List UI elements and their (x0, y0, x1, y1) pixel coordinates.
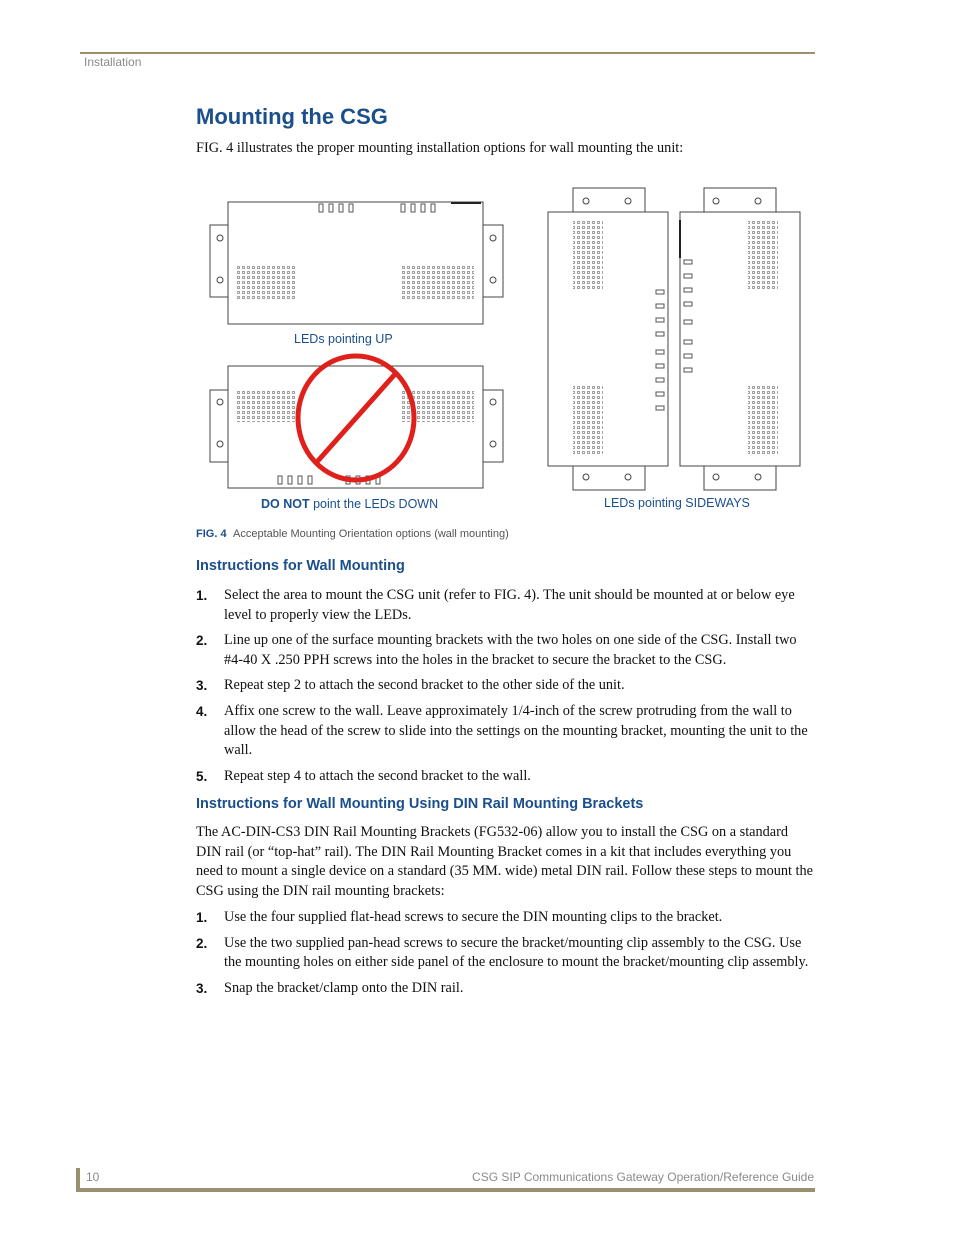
step-number: 5. (196, 768, 208, 784)
unit-leds-sideways-right (680, 188, 800, 490)
wall-step-1 (196, 586, 814, 625)
step-text: Snap the bracket/clamp onto the DIN rail. (224, 979, 464, 996)
wall-step-5 (196, 767, 814, 787)
step-number: 2. (196, 633, 208, 649)
step-text: Select the area to mount the CSG unit (refer to FIG. 4). The unit should be mounted at or below eye level to properly view the LEDs. (224, 587, 795, 623)
label-leds-down (261, 497, 438, 511)
heading-wall-mounting: Instructions for Wall Mounting (196, 558, 405, 574)
step-number: 3. (196, 678, 208, 694)
intro-text: FIG. 4 illustrates the proper mounting installation options for wall mounting the unit: (196, 140, 684, 156)
wall-step-4 (196, 702, 814, 761)
label-do-not: DO NOT (261, 497, 310, 511)
step-text: Affix one screw to the wall. Leave approximately 1/4-inch of the screw protruding from the wall to allow the head of the screw to slide into the settings on the mounting bracket, mounting the unit to the wall. (224, 702, 808, 759)
din-step-3 (196, 979, 814, 999)
wall-steps (196, 586, 814, 792)
footer-rule (80, 1188, 815, 1192)
header-section: Installation (84, 55, 142, 69)
step-number: 3. (196, 980, 208, 996)
din-step-2 (196, 934, 814, 973)
label-down-rest: point the LEDs DOWN (309, 497, 439, 511)
mounting-diagram (196, 180, 816, 520)
step-number: 4. (196, 703, 208, 719)
step-number: 1. (196, 588, 208, 603)
page-title: Mounting the CSG (196, 104, 388, 129)
label-leds-sideways: LEDs pointing SIDEWAYS (604, 496, 750, 510)
caption-number: FIG. 4 (196, 528, 227, 540)
din-steps (196, 908, 814, 1004)
step-text: Repeat step 4 to attach the second bracket to the wall. (224, 767, 531, 784)
step-number: 1. (196, 910, 208, 925)
footer-doc-title: CSG SIP Communications Gateway Operation/Reference Guide (472, 1170, 814, 1184)
caption-text: Acceptable Mounting Orientation options (wall mounting) (233, 528, 509, 540)
step-number: 2. (196, 935, 208, 951)
wall-step-2 (196, 631, 814, 670)
figure-4 (196, 180, 816, 520)
page-number: 10 (86, 1170, 100, 1184)
unit-leds-sideways-left (548, 188, 668, 490)
din-step-1 (196, 908, 814, 928)
unit-leds-down (210, 366, 503, 488)
step-text: Repeat step 2 to attach the second bracket to the other side of the unit. (224, 677, 625, 694)
wall-step-3 (196, 676, 814, 696)
unit-leds-up (210, 202, 503, 324)
figure-caption (196, 528, 509, 540)
din-intro: The AC-DIN-CS3 DIN Rail Mounting Brackets (FG532-06) allow you to install the CSG on a standard DIN rail (or “top-hat” rail). The DIN Rail Mounting Bracket comes in a kit that includes everything you need to mount a single device on a standard (35 MM. wide) metal DIN rail. Follow these steps to mount the CSG using the DIN rail mounting brackets: (196, 824, 814, 899)
step-text: Line up one of the surface mounting brackets with the two holes on one side of the CSG. Install two #4-40 X .250 PPH screws into the holes in the bracket to secure the bracket to the CSG. (224, 632, 797, 668)
label-leds-up: LEDs pointing UP (294, 332, 393, 346)
step-text: Use the two supplied pan-head screws to secure the bracket/mounting clip assembly to the CSG. Use the mounting holes on either side panel of the enclosure to mount the bracket/mounting clip assembly. (224, 934, 809, 971)
heading-din-rail: Instructions for Wall Mounting Using DIN Rail Mounting Brackets (196, 796, 644, 812)
step-text: Use the four supplied flat-head screws to secure the DIN mounting clips to the bracket. (224, 909, 723, 925)
header-rule (80, 52, 815, 54)
